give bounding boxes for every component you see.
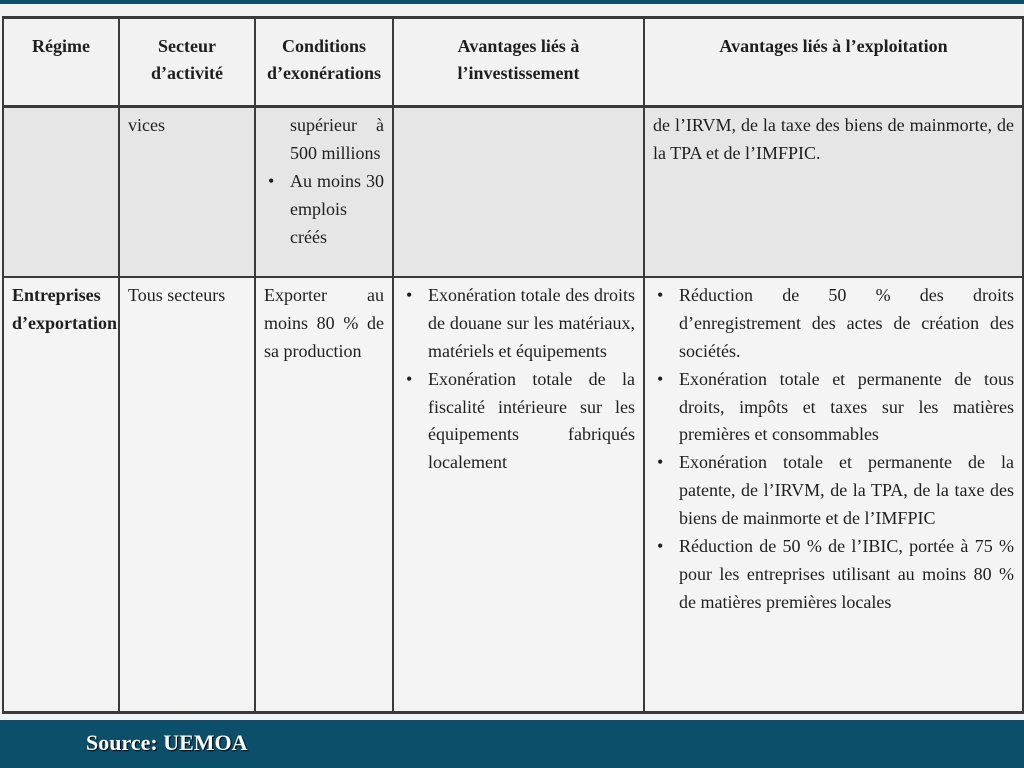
cell-exploitation-continued: de l’IRVM, de la taxe des biens de mainmorte, de la TPA et de l’IMFPIC. [644,107,1023,278]
source-caption: Source: UEMOA [86,730,248,755]
cell-regime-export: Entreprises d’exportation [3,277,119,713]
list-item [653,366,1014,450]
conditions-bullet-list [264,168,384,252]
list-item [264,168,384,252]
bullet-icon: • [657,452,664,473]
cell-conditions-export: Exporter au moins 80 % de sa production [255,277,393,713]
header-conditions: Conditions d’exonérations [255,18,393,107]
list-item-text: Réduction de 50 % des droits d’enregistrement des actes de création des sociétés. [679,285,1014,361]
cell-secteur-export: Tous secteurs [119,277,255,713]
cell-regime-continued [3,107,119,278]
bullet-icon: • [657,536,664,557]
conditions-text: supérieur à 500 millions [290,115,384,163]
list-item-text: Exonération totale des droits de douane sur les matériaux, matériels et équipements [428,285,635,361]
bullet-icon: • [268,170,275,191]
list-item-text: Au moins 30 emplois créés [290,170,384,247]
list-item [402,366,635,478]
header-investissement: Avantages liés à l’investissement [393,18,644,107]
scanned-page [0,4,1024,720]
list-item [653,449,1014,533]
bullet-icon: • [657,368,664,389]
table-row-continued [3,107,1023,278]
header-exploitation: Avantages liés à l’exploitation [644,18,1023,107]
investissement-bullet-list [402,282,635,477]
exploitation-bullet-list [653,282,1014,617]
list-item [653,533,1014,617]
list-item-text: Exonération totale et permanente de tous droits, impôts et taxes sur les matières premières et consommables [679,368,1014,445]
bullet-icon: • [406,368,413,389]
footer-band [0,720,1024,768]
tax-regime-table [2,16,1024,714]
table-row-export [3,277,1023,713]
bullet-icon: • [406,285,413,305]
list-item-text: Réduction de 50 % de l’IBIC, portée à 75 % pour les entreprises utilisant au moins 80 % de matières premières locales [679,536,1014,612]
cell-conditions-continued [255,107,393,278]
table-header-row [3,18,1023,107]
list-item-text: Exonération totale de la fiscalité intérieure sur les équipements fabriqués localement [428,368,635,473]
list-item-text: Exonération totale et permanente de la patente, de l’IRVM, de la TPA, de la taxe des biens de mainmorte et de l’IMFPIC [679,452,1014,529]
cell-exploitation-export [644,277,1023,713]
header-secteur: Secteur d’activité [119,18,255,107]
cell-secteur-continued: vices [119,107,255,278]
list-item [653,282,1014,366]
cell-investissement-export [393,277,644,713]
header-regime: Régime [3,18,119,107]
list-item [402,282,635,366]
cell-investissement-continued [393,107,644,278]
bullet-icon: • [657,285,664,305]
